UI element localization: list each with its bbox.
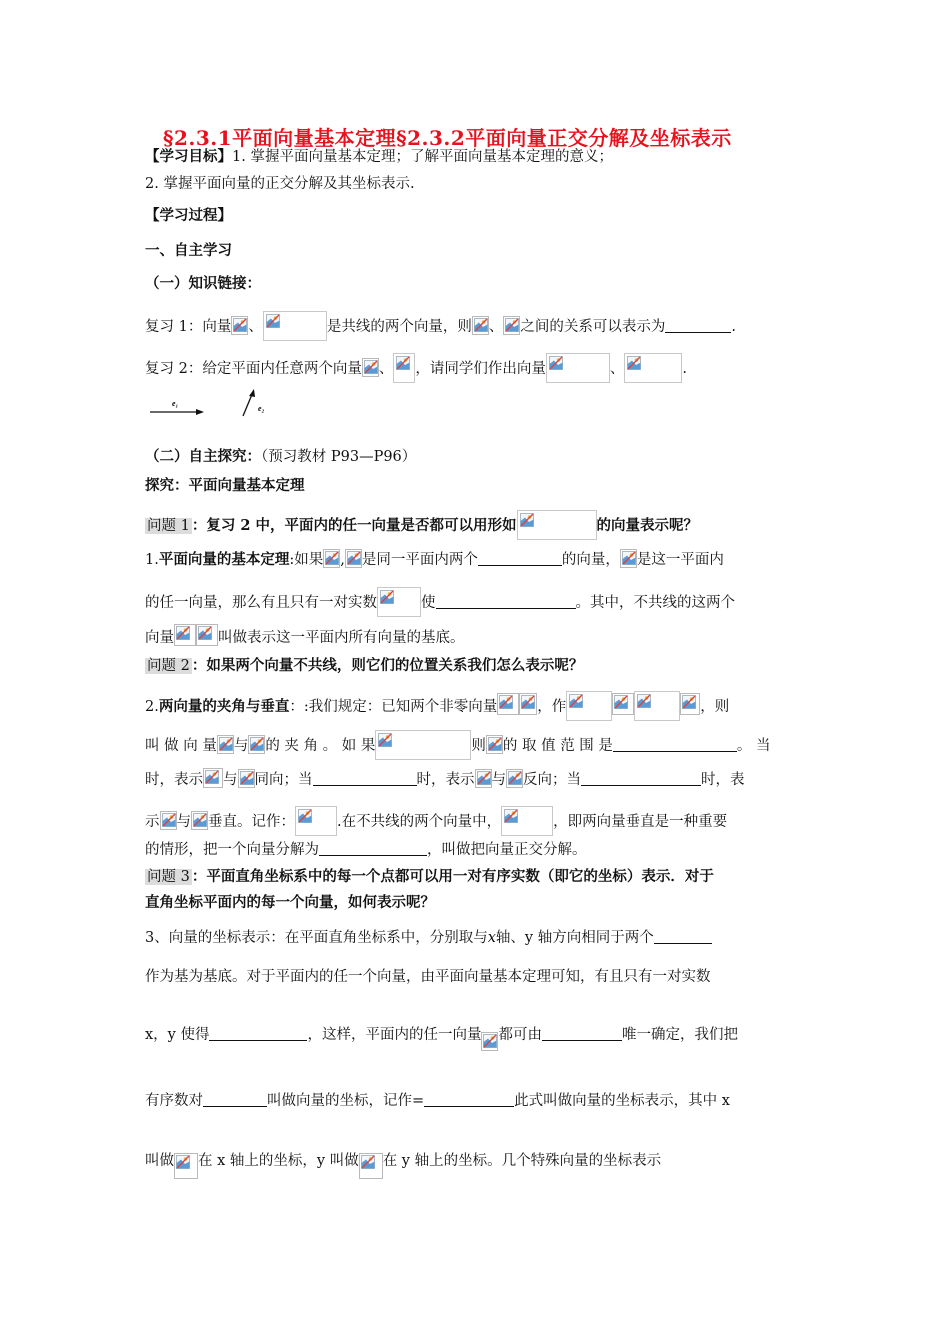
text: 的任一向量，那么有且只有一对实数 — [145, 595, 377, 611]
text: ，作 — [537, 699, 567, 715]
text: 的 夹 角 。 如 果 — [265, 738, 376, 754]
text: 是这一平面内 — [636, 552, 724, 568]
text: 3、向量的坐标表示：在平面直角坐标系中，分别取与 — [145, 930, 488, 946]
answer-blank[interactable] — [542, 1026, 622, 1041]
text: 向量 — [145, 630, 174, 646]
answer-blank[interactable] — [313, 771, 417, 786]
broken-image-icon — [323, 549, 340, 568]
goals-item-2: 2. 掌握平面向量的正交分解及其坐标表示. — [145, 176, 415, 192]
broken-image-icon — [519, 693, 537, 715]
text: 反向；当 — [523, 772, 581, 788]
text: 轴、y 轴方向相同于两个 — [495, 930, 654, 946]
text: x，y 使得 — [145, 1027, 210, 1043]
text: ：平面直角坐标系中的每一个点都可以用一对有序实数（即它的坐标）表示．对于 — [191, 868, 714, 885]
broken-image-icon — [506, 769, 523, 788]
text: 的 取 值 范 围 是 — [502, 738, 613, 754]
section-heading: 一、自主学习 — [145, 242, 232, 259]
theorem-line-3 — [145, 624, 465, 647]
text: .在不共线的两个向量中， — [337, 814, 502, 830]
text: （二）自主探究： — [145, 448, 261, 465]
angle-line-1 — [145, 691, 729, 721]
broken-image-icon — [248, 735, 265, 754]
coord-line-1 — [145, 929, 712, 947]
text: 、 — [488, 319, 504, 335]
angle-line-5 — [145, 841, 587, 859]
goals-item-1: 1. 掌握平面向量基本定理；了解平面向量基本定理的意义； — [232, 149, 613, 165]
coord-line-3 — [145, 1026, 738, 1051]
image-placeholder-box — [634, 691, 680, 721]
broken-image-icon — [497, 693, 519, 715]
text: 同向；当 — [254, 772, 313, 788]
text: 平面向量的基本定理 — [158, 551, 290, 568]
question-3-line-1 — [145, 868, 714, 886]
text: 的向量， — [561, 552, 620, 568]
review-1 — [145, 311, 736, 341]
coord-line-4 — [145, 1092, 730, 1110]
answer-blank[interactable] — [478, 551, 562, 566]
text: 、 — [378, 361, 394, 377]
question-tag: 问题 2 — [147, 658, 190, 674]
image-placeholder-box — [393, 353, 415, 383]
text: 。 当 — [736, 738, 771, 754]
text: 、 — [248, 319, 263, 335]
text: 示 — [145, 814, 160, 830]
image-placeholder-box — [263, 311, 327, 341]
answer-blank[interactable] — [436, 594, 576, 609]
text: 叫做 — [145, 1153, 174, 1169]
vector-e2-label: e₂ — [258, 404, 265, 413]
theorem-line-2 — [145, 587, 735, 617]
process-label: 【学习过程】 — [145, 207, 232, 224]
vector-e2-figure — [238, 386, 278, 422]
vector-e1-figure — [148, 394, 208, 420]
text: . — [731, 319, 736, 335]
image-placeholder-box — [517, 510, 597, 540]
text: 与 — [176, 814, 191, 830]
broken-image-icon — [174, 1153, 198, 1179]
text: 在 y 轴上的坐标。几个特殊向量的坐标表示 — [382, 1153, 662, 1169]
theorem-line-1 — [145, 549, 724, 569]
answer-blank[interactable] — [424, 1092, 514, 1107]
image-placeholder-box — [295, 806, 337, 836]
text: ，即两向量垂直是一种重要 — [553, 814, 728, 830]
text: 叫 做 向 量 — [145, 738, 217, 754]
vector-e1-label: e₁ — [172, 399, 179, 408]
image-placeholder-box — [375, 730, 471, 760]
text: 此式叫做向量的坐标表示，其中 x — [514, 1093, 730, 1109]
question-2 — [145, 657, 583, 675]
broken-image-icon — [345, 549, 362, 568]
answer-blank[interactable] — [613, 737, 737, 752]
text: 时，表示 — [145, 772, 203, 788]
goals-label: 【学习目标】 — [145, 148, 232, 165]
text: 时，表 — [701, 772, 745, 788]
text: 1. — [145, 552, 159, 568]
angle-line-4 — [145, 806, 727, 836]
text: ，请同学们作出向量 — [415, 361, 546, 377]
broken-image-icon — [472, 316, 489, 335]
text: ：:我们规定：已知两个非零向量 — [289, 699, 498, 715]
text: ：如果两个向量不共线，则它们的位置关系我们怎么表示呢？ — [191, 657, 584, 674]
broken-image-icon — [196, 624, 218, 646]
image-placeholder-box — [501, 806, 553, 836]
text: . — [682, 361, 687, 377]
broken-image-icon — [362, 358, 379, 377]
answer-blank[interactable] — [319, 841, 427, 856]
text: 叫做向量的坐标，记作= — [267, 1093, 425, 1109]
broken-image-icon — [231, 316, 248, 335]
angle-line-2 — [145, 730, 771, 760]
image-placeholder-box — [624, 353, 682, 383]
text: 两向量的夹角与垂直 — [158, 698, 290, 715]
text: 的向量表示呢？ — [596, 517, 699, 534]
text: 使 — [421, 595, 436, 611]
text: 唯一确定，我们把 — [621, 1027, 738, 1043]
text: ，则 — [700, 699, 730, 715]
explore-topic: 探究：平面向量基本定理 — [145, 477, 305, 494]
broken-image-icon — [481, 1032, 498, 1051]
text: 时，表示 — [416, 772, 475, 788]
text: 与 — [223, 772, 238, 788]
text: 、 — [609, 361, 625, 377]
broken-image-icon — [203, 768, 223, 788]
text: 2. — [145, 699, 159, 715]
text: （预习教材 P93—P96） — [261, 449, 417, 465]
question-tag: 问题 3 — [147, 869, 190, 885]
broken-image-icon — [238, 769, 255, 788]
text: 则 — [471, 738, 486, 754]
angle-line-3 — [145, 768, 745, 789]
text: 与 — [233, 738, 249, 754]
answer-blank[interactable] — [654, 929, 712, 944]
broken-image-icon — [174, 624, 196, 646]
text: , — [340, 552, 345, 568]
answer-blank[interactable] — [581, 771, 701, 786]
broken-image-icon — [503, 316, 520, 335]
text: 在 x 轴上的坐标，y 叫做 — [198, 1153, 359, 1169]
text: 叫做表示这一平面内所有向量的基底。 — [218, 630, 465, 646]
text: 之间的关系可以表示为 — [520, 319, 666, 335]
question-tag: 问题 1 — [147, 518, 190, 534]
text: x — [487, 930, 496, 946]
text: 复习 2：给定平面内任意两个向量 — [145, 361, 362, 377]
text: 的情形，把一个向量分解为 — [145, 842, 319, 858]
question-3-line-2: 直角坐标平面内的每一个向量，如何表示呢？ — [145, 894, 435, 911]
text: 都可由 — [498, 1027, 542, 1043]
broken-image-icon — [612, 693, 634, 715]
broken-image-icon — [475, 769, 492, 788]
broken-image-icon — [359, 1153, 383, 1179]
text: 垂直。记作： — [208, 814, 295, 830]
goals-line-1 — [145, 148, 613, 166]
broken-image-icon — [486, 735, 503, 754]
review-2 — [145, 353, 687, 383]
text: 有序数对 — [145, 1093, 203, 1109]
broken-image-icon — [217, 735, 234, 754]
answer-blank[interactable] — [665, 318, 731, 333]
text: ，叫做把向量正交分解。 — [427, 842, 587, 858]
explore-heading — [145, 448, 416, 466]
answer-blank[interactable] — [209, 1026, 307, 1041]
subsection-heading: （一）知识链接： — [145, 275, 261, 292]
coord-line-2: 作为基为基底。对于平面内的任一个向量，由平面向量基本定理可知，有且只有一对实数 — [145, 969, 711, 985]
answer-blank[interactable] — [203, 1092, 267, 1107]
question-1 — [145, 510, 698, 540]
text: 。其中，不共线的这两个 — [575, 595, 735, 611]
image-placeholder-box — [546, 353, 610, 383]
image-placeholder-box — [377, 587, 421, 617]
coord-line-5 — [145, 1152, 661, 1179]
broken-image-icon — [191, 811, 208, 830]
text: 是共线的两个向量，则 — [326, 319, 472, 335]
text: ：复习 2 中，平面内的任一向量是否都可以用形如 — [191, 517, 517, 534]
text: 与 — [491, 772, 506, 788]
broken-image-icon — [620, 549, 637, 568]
text: 复习 1：向量 — [145, 319, 232, 335]
broken-image-icon — [160, 811, 177, 830]
image-placeholder-box — [566, 691, 612, 721]
text: 是同一平面内两个 — [361, 552, 478, 568]
page-title: §2.3.1平面向量基本定理§2.3.2平面向量正交分解及坐标表示 — [163, 126, 732, 150]
broken-image-icon — [680, 693, 700, 715]
text: :如果 — [289, 552, 324, 568]
text: ，这样，平面内的任一向量 — [307, 1027, 482, 1043]
